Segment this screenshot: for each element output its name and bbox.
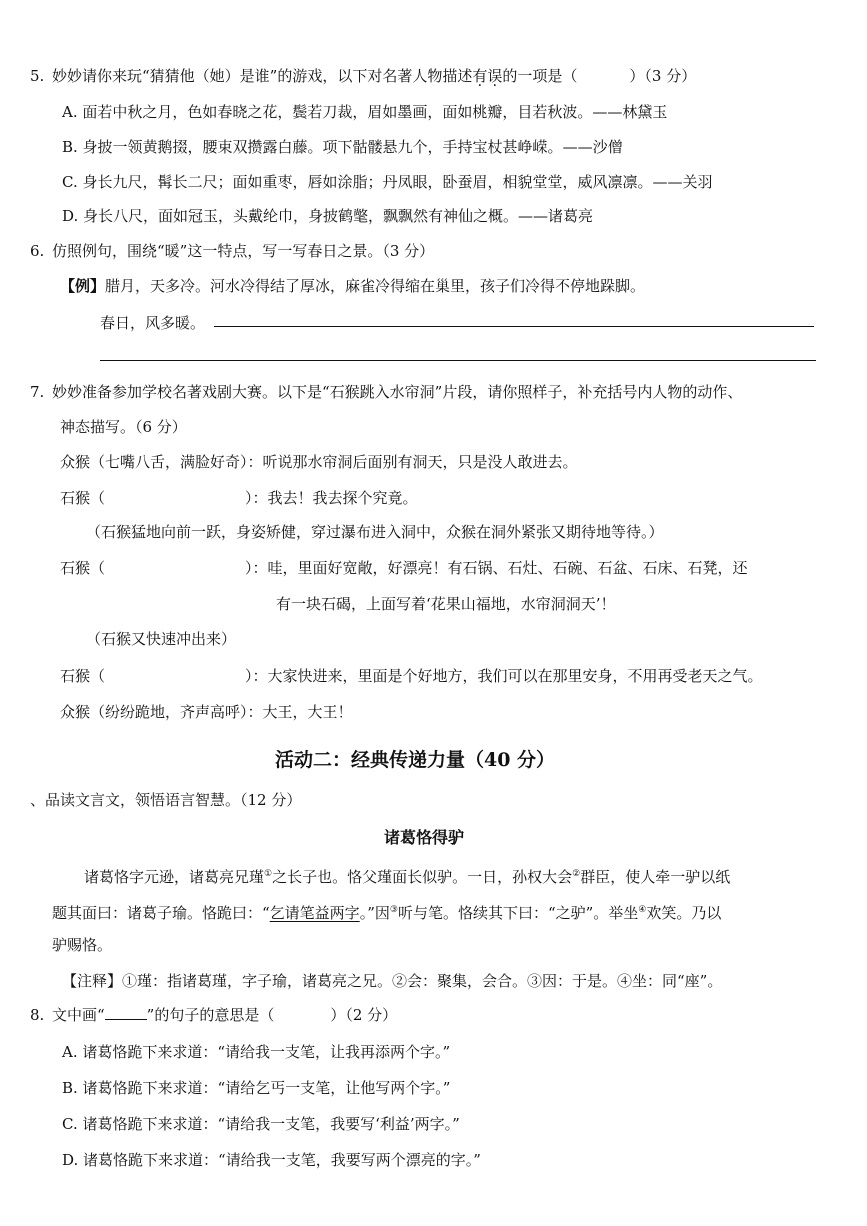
- q5-emphasis-2: 误: [487, 67, 503, 85]
- q7-speaker: 石猴（: [60, 559, 106, 577]
- q7-script-line-6: [60, 666, 763, 686]
- q6-answer-line-2[interactable]: [100, 360, 816, 361]
- q7-stage-direction-1: （石猴猛地向前一跃，身姿矫健，穿过瀑布进入洞中，众猴在洞外紧张又期待地等待。）: [86, 523, 664, 541]
- passage-text: 听与笔。恪续其下曰：“之驴”。举坐: [397, 904, 639, 922]
- q6-answer-line-1[interactable]: [214, 326, 814, 327]
- q7-speaker: 石猴（: [60, 489, 106, 507]
- q5-stem-b: 的一项是（: [502, 67, 578, 85]
- q8-stem-b: ”的句子的意思是（: [146, 1006, 275, 1024]
- activity-heading: 活动二：经典传递力量（40 分）: [275, 749, 556, 771]
- q7-script-line-1: 众猴（七嘴八舌，满脸好奇）：听说那水帘洞后面别有洞天，只是没人敢进去。: [60, 453, 578, 471]
- q6-example-tag: 【例】: [60, 277, 106, 295]
- q8-stem-c: ）（2 分）: [330, 1006, 398, 1024]
- q7-script-line-4: [60, 558, 748, 578]
- q7-stage-direction-2: （石猴又快速冲出来）: [86, 630, 237, 648]
- q5-stem-c: ）（3 分）: [629, 67, 697, 85]
- passage-text: 。”因: [359, 904, 390, 922]
- passage-line-1: [84, 864, 730, 887]
- q8-option-b: B. 诸葛恪跪下来求道：“请给乞丐一支笔，让他写两个字。”: [62, 1079, 451, 1097]
- q6-number: 6.: [30, 242, 45, 260]
- q7-script-line-7: 众猴（纷纷跪地，齐声高呼）：大王，大王！: [60, 703, 353, 721]
- q6-stem: 仿照例句，围绕“暖”这一特点，写一写春日之景。（3 分）: [52, 242, 435, 260]
- q7-dialogue: ）：我去！我去探个究竟。: [245, 489, 418, 507]
- section-stem: 、品读文言文，领悟语言智慧。（12 分）: [30, 791, 302, 809]
- passage-title: 诸葛恪得驴: [384, 828, 465, 847]
- passage-line-2: [52, 900, 721, 923]
- footnote-marker: ④: [638, 905, 647, 915]
- q7-stem-line1: 妙妙准备参加学校名著戏剧大赛。以下是“石猴跳入水帘洞”片段，请你照样子，补充括号内人物的动作、: [52, 383, 743, 401]
- passage-text: 诸葛恪字元逊，诸葛亮兄瑾: [84, 868, 265, 886]
- q7-dialogue: ）：哇，里面好宽敞，好漂亮！有石锅、石灶、石碗、石盆、石床、石凳，还: [245, 559, 748, 577]
- q7-dialogue: ）：大家快进来，里面是个好地方，我们可以在那里安身，不用再受老天之气。: [245, 667, 763, 685]
- q5-stem-a: 妙妙请你来玩“猜猜他（她）是谁”的游戏，以下对名著人物描述: [52, 67, 473, 85]
- footnote-marker: ③: [389, 905, 398, 915]
- passage-text: 之长子也。恪父瑾面长似驴。一日，孙权大会: [272, 868, 573, 886]
- passage-text: 题其面曰：诸葛子瑜。恪跪曰：“: [52, 904, 270, 922]
- q8-option-a: A. 诸葛恪跪下来求道：“请给我一支笔，让我再添两个字。”: [62, 1043, 451, 1061]
- q8-stem: [52, 1005, 397, 1025]
- q5-emphasis-1: 有: [472, 67, 488, 85]
- passage-text: 群臣，使人牵一驴以纸: [580, 868, 731, 886]
- q5-option-c: C. 身长九尺，髯长二尺；面如重枣，唇如涂脂；丹凤眼，卧蚕眉，相貌堂堂，威风凛凛。——关羽: [62, 173, 713, 191]
- passage-text: 欢笑。乃以: [646, 904, 722, 922]
- passage-notes: 【注释】①瑾：指诸葛瑾，字子瑜，诸葛亮之兄。②会：聚集，会合。③因：于是。④坐：同“座”。: [62, 972, 723, 990]
- q8-option-d: D. 诸葛恪跪下来求道：“请给我一支笔，我要写两个漂亮的字。”: [62, 1151, 481, 1169]
- q6-answer-start: 春日，风多暖。: [100, 314, 206, 332]
- footnote-marker: ②: [572, 869, 581, 879]
- q5-option-d: D. 身长八尺，面如冠玉，头戴纶巾，身披鹤氅，飘飘然有神仙之概。——诸葛亮: [62, 207, 594, 225]
- q7-script-line-2: [60, 488, 418, 508]
- q7-stem-line2: 神态描写。（6 分）: [60, 418, 187, 436]
- q5-option-b: B. 身披一领黄鹅掇，腰束双攒露白藤。项下骷髅悬九个，手持宝杖甚峥嵘。——沙僧: [62, 138, 623, 156]
- q8-number: 8.: [30, 1006, 45, 1024]
- q7-number: 7.: [30, 383, 45, 401]
- q8-stem-a: 文中画“: [52, 1006, 105, 1024]
- passage-line-3: 驴赐恪。: [52, 936, 113, 954]
- q7-speaker: 石猴（: [60, 667, 106, 685]
- footnote-marker: ①: [264, 869, 273, 879]
- q5-number: 5.: [30, 67, 45, 85]
- q5-option-a: A. 面若中秋之月，色如春晓之花，鬓若刀裁，眉如墨画，面如桃瓣，目若秋波。——林黛玉: [62, 103, 668, 121]
- q8-underline-sample: [105, 1007, 147, 1020]
- underlined-sentence: 乞请笔益两字: [269, 904, 360, 922]
- q7-dialogue-continued: 有一块石碣，上面写着‘花果山福地，水帘洞洞天’！: [276, 595, 616, 613]
- q6-example-text: 腊月，天多冷。河水冷得结了厚冰，麻雀冷得缩在巢里，孩子们冷得不停地跺脚。: [105, 277, 646, 295]
- q6-example: [60, 276, 645, 296]
- q8-option-c: C. 诸葛恪跪下来求道：“请给我一支笔，我要写‘利益’两字。”: [62, 1115, 460, 1133]
- q5-stem: [52, 66, 696, 86]
